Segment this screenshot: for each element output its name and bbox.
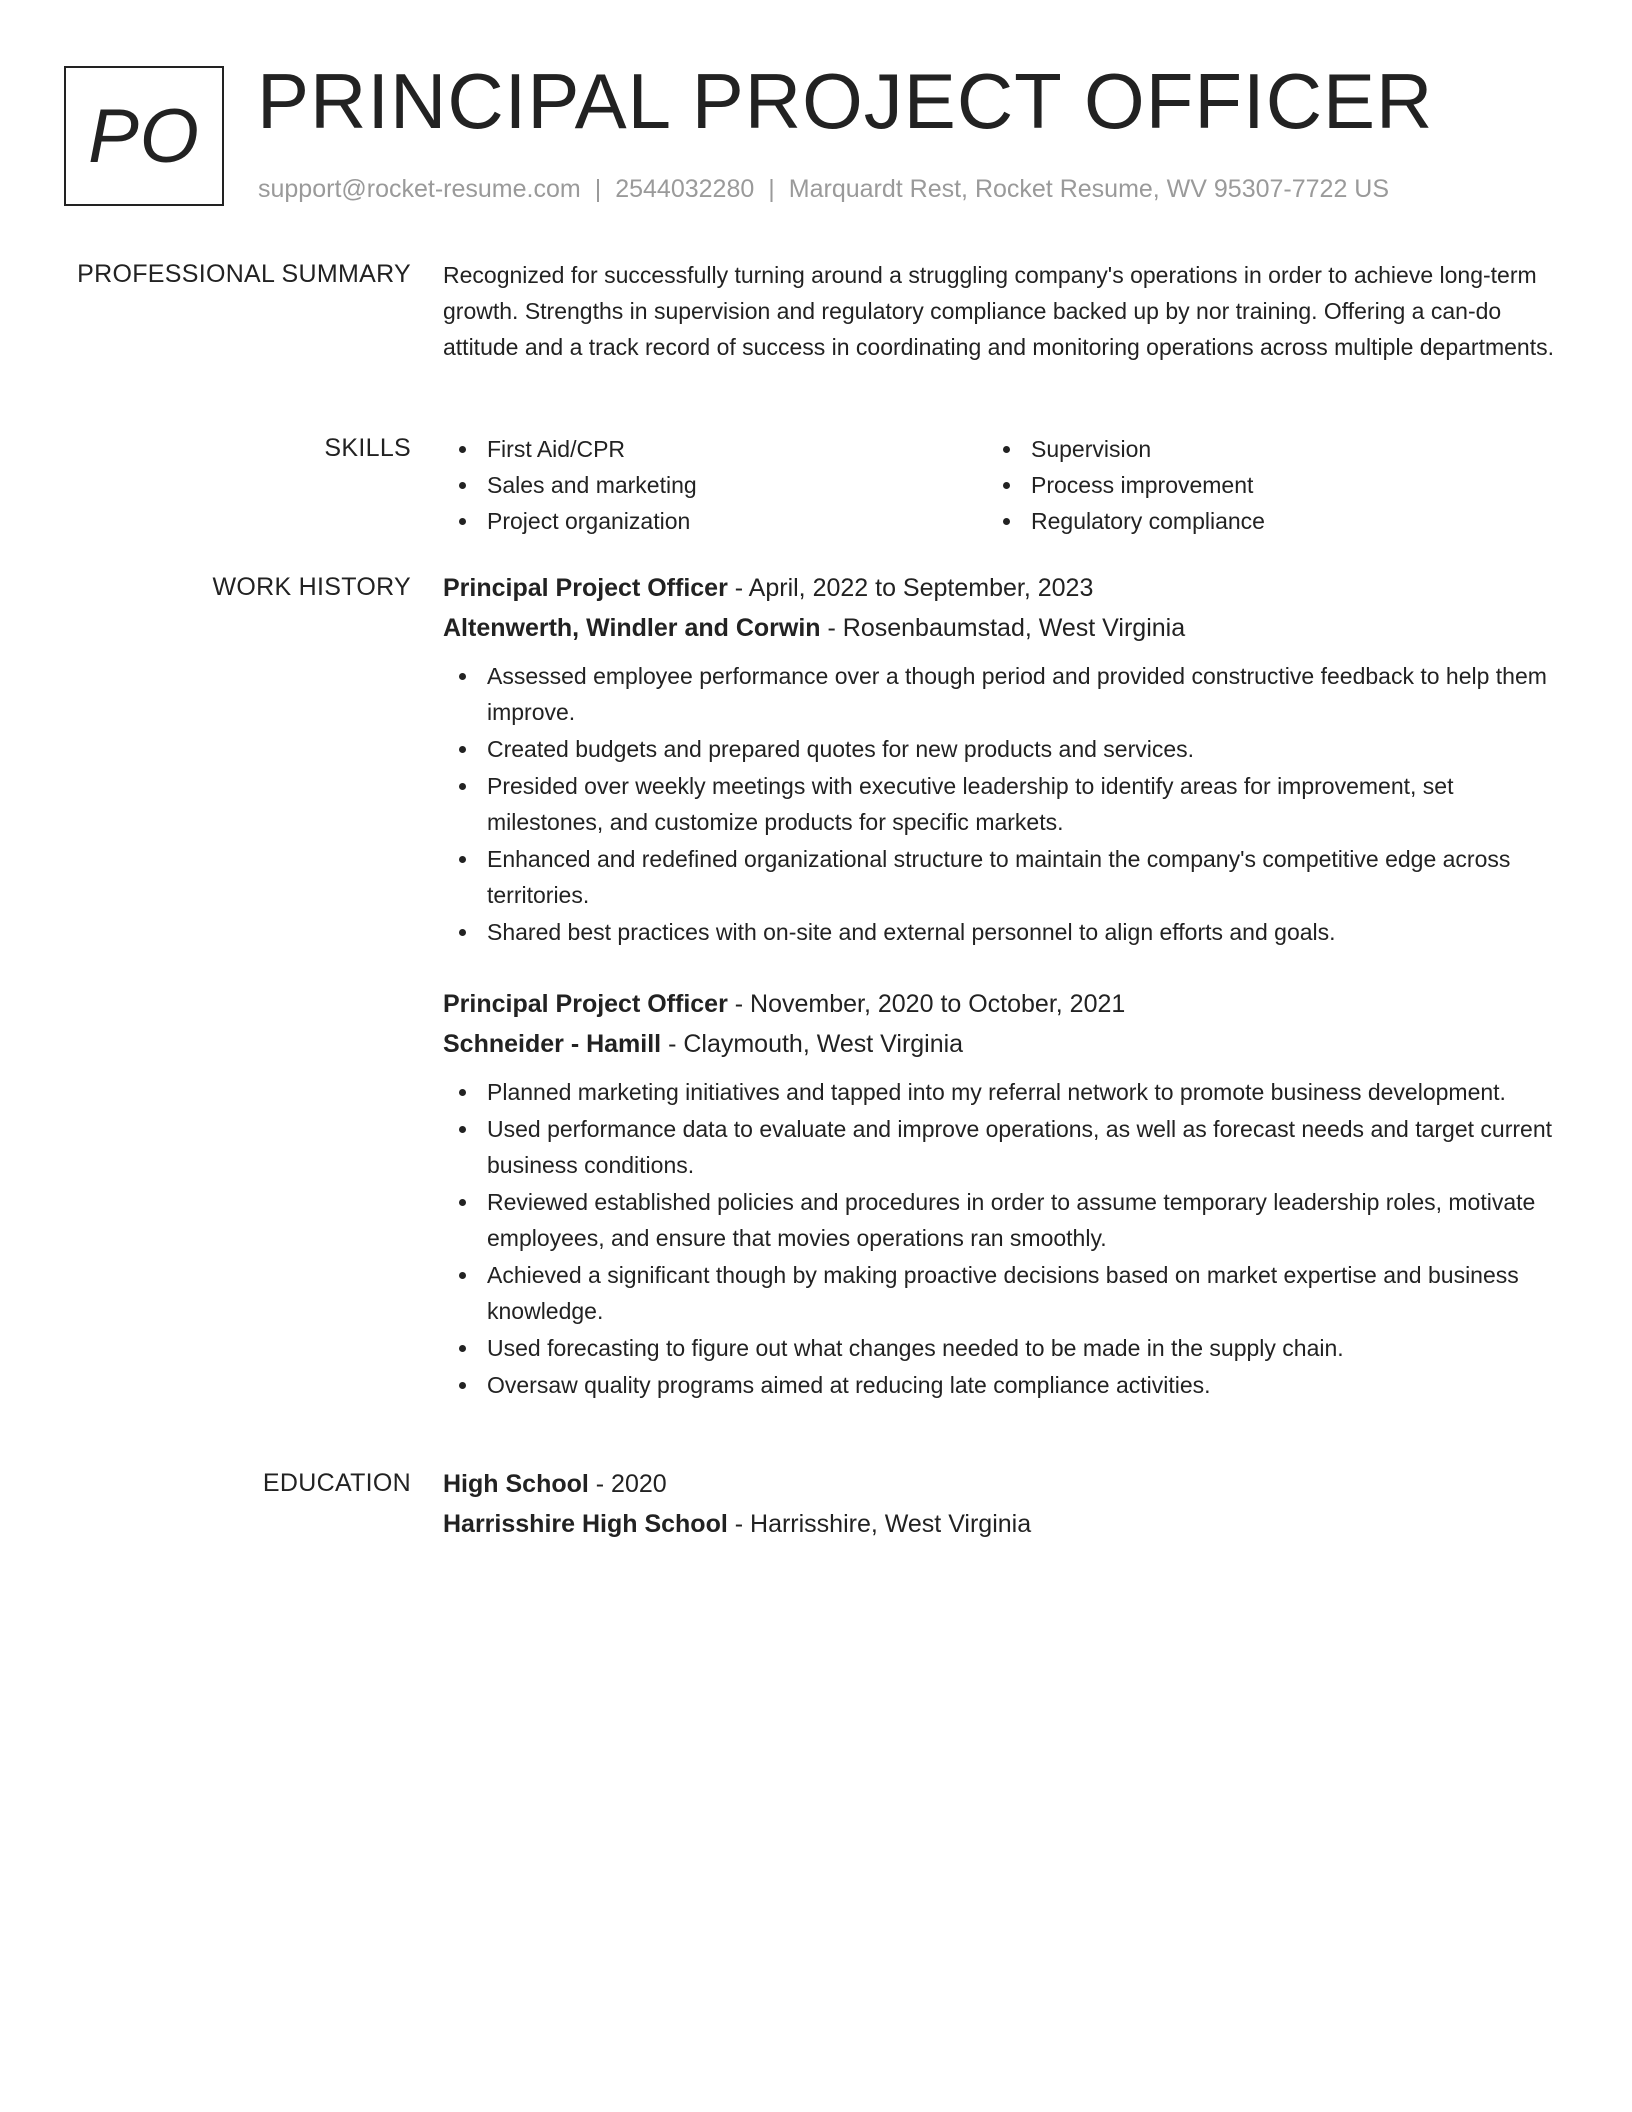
skill-item: Project organization	[443, 503, 987, 539]
job-company: Altenwerth, Windler and Corwin	[443, 614, 821, 642]
work-heading: WORK HISTORY	[212, 573, 411, 601]
education-degree: High School	[443, 1470, 589, 1498]
skill-item: Supervision	[987, 431, 1531, 467]
job-bullet: Planned marketing initiatives and tapped into my referral network to promote business development.	[443, 1074, 1563, 1110]
job-bullet: Created budgets and prepared quotes for new products and services.	[443, 731, 1563, 767]
education-heading: EDUCATION	[262, 1469, 411, 1497]
skill-item: Sales and marketing	[443, 467, 987, 503]
education-school-line	[443, 1504, 1563, 1544]
job-bullet: Shared best practices with on-site and external personnel to align efforts and goals.	[443, 914, 1563, 950]
education-body	[443, 1464, 1563, 1544]
skills-body	[443, 433, 1563, 539]
job-bullet: Achieved a significant though by making proactive decisions based on market expertise and business knowledge.	[443, 1257, 1563, 1329]
skills-column-right	[987, 431, 1531, 539]
summary-text: Recognized for successfully turning around a struggling company's operations in order to achieve long-term growth. Strengths in supervision and regulatory compliance backed up by nor training. Offering a can-do attitude and a track record of success in coordinating and monitoring operations across multiple departments.	[443, 262, 1554, 360]
job-location: - Claymouth, West Virginia	[661, 1030, 964, 1058]
job-title-line	[443, 984, 1563, 1024]
job-role: Principal Project Officer	[443, 574, 728, 602]
job-bullet: Oversaw quality programs aimed at reducing late compliance activities.	[443, 1367, 1563, 1403]
contact-separator: |	[768, 175, 775, 203]
job-location: - Rosenbaumstad, West Virginia	[820, 614, 1186, 642]
education-year: - 2020	[588, 1470, 667, 1498]
job-role: Principal Project Officer	[443, 990, 728, 1018]
skills-heading: SKILLS	[324, 434, 411, 462]
job-bullet: Presided over weekly meetings with executive leadership to identify areas for improvement, set milestones, and customize products for specific markets.	[443, 768, 1563, 840]
monogram-box	[64, 66, 224, 206]
job-title-line	[443, 568, 1563, 608]
contact-email[interactable]: support@rocket-resume.com	[258, 175, 581, 203]
job-bullet: Assessed employee performance over a though period and provided constructive feedback to help them improve.	[443, 658, 1563, 730]
contact-line	[258, 174, 1389, 204]
summary-body	[443, 259, 1563, 365]
contact-phone[interactable]: 2544032280	[615, 175, 755, 203]
job-bullets	[443, 658, 1563, 950]
work-body	[443, 568, 1563, 1437]
job-bullet: Reviewed established policies and procedures in order to assume temporary leadership roles, motivate employees, and ensure that movies operations ran smoothly.	[443, 1184, 1563, 1256]
monogram-initials: PO	[88, 93, 200, 179]
job-company: Schneider - Hamill	[443, 1030, 662, 1058]
job-dates: - November, 2020 to October, 2021	[727, 990, 1126, 1018]
job-bullet: Used performance data to evaluate and improve operations, as well as forecast needs and target current business conditions.	[443, 1111, 1563, 1183]
job-dates: - April, 2022 to September, 2023	[727, 574, 1094, 602]
contact-address: Marquardt Rest, Rocket Resume, WV 95307-7722 US	[788, 175, 1390, 203]
candidate-name: PRINCIPAL PROJECT OFFICER	[257, 57, 1434, 145]
skills-column-left	[443, 431, 987, 539]
job-company-line	[443, 1024, 1563, 1064]
job-entry	[443, 984, 1563, 1403]
education-degree-line	[443, 1464, 1563, 1504]
education-school: Harrisshire High School	[443, 1510, 728, 1538]
education-location: - Harrisshire, West Virginia	[727, 1510, 1032, 1538]
job-bullets	[443, 1074, 1563, 1403]
job-entry	[443, 568, 1563, 950]
skill-item: Process improvement	[987, 467, 1531, 503]
skill-item: Regulatory compliance	[987, 503, 1531, 539]
job-company-line	[443, 608, 1563, 648]
job-bullet: Used forecasting to figure out what changes needed to be made in the supply chain.	[443, 1330, 1563, 1366]
job-bullet: Enhanced and redefined organizational structure to maintain the company's competitive edge across territories.	[443, 841, 1563, 913]
contact-separator: |	[594, 175, 602, 203]
skill-item: First Aid/CPR	[443, 431, 987, 467]
skills-grid	[443, 431, 1563, 539]
summary-heading: PROFESSIONAL SUMMARY	[77, 260, 411, 288]
